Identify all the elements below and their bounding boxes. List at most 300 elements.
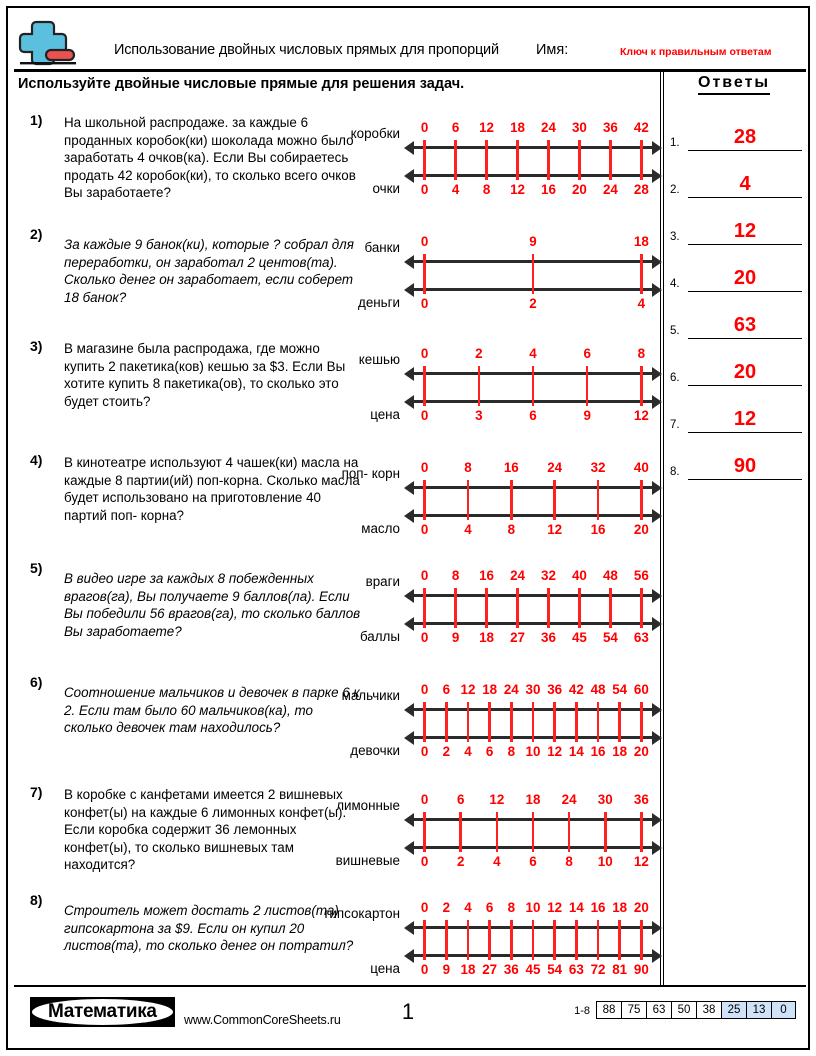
number-line-bottom-label: баллы xyxy=(359,629,400,644)
tick-label-bottom: 90 xyxy=(633,962,649,977)
question-text: За каждые 9 банок(ки), которые ? собрал для переработки, он заработал 2 центов(та). Сколько денег он заработает, если соберет 18 банок? xyxy=(64,237,354,305)
tick-mark xyxy=(445,702,448,742)
axis-bot xyxy=(410,622,656,625)
tick-label-bottom: 20 xyxy=(633,744,649,759)
number-line-field xyxy=(404,674,662,766)
tick-label-bottom: 2 xyxy=(442,744,451,759)
tick-label-top: 0 xyxy=(420,120,429,135)
answer-value: 20 xyxy=(733,267,757,289)
tick-mark xyxy=(618,702,621,742)
number-line-top-label: гипсокартон xyxy=(324,906,400,921)
arrow-left-icon xyxy=(404,169,414,183)
tick-label-bottom: 6 xyxy=(529,854,537,869)
answer-blank-line[interactable] xyxy=(688,479,802,480)
tick-mark xyxy=(640,480,643,520)
question-text: На школьной распродаже. за каждые 6 проданных коробок(ки) шоколада можно было заработать 4 очков(ка). Если Вы собираетесь продать 42 коробок(ки), то сколько всего очков Вы заработаете? xyxy=(64,115,356,200)
tick-label-bottom: 4 xyxy=(637,296,646,311)
tick-label-top: 20 xyxy=(633,900,649,915)
tick-label-bottom: 10 xyxy=(597,854,613,869)
tick-mark xyxy=(532,920,535,960)
tick-mark xyxy=(575,702,578,742)
tick-label-top: 36 xyxy=(633,792,649,807)
tick-label-top: 30 xyxy=(571,120,587,135)
tick-label-bottom: 0 xyxy=(420,854,429,869)
tick-mark xyxy=(467,480,470,520)
answers-heading: Ответы xyxy=(698,74,770,95)
tick-mark xyxy=(575,920,578,960)
tick-mark xyxy=(532,702,535,742)
answer-value: 28 xyxy=(733,126,757,148)
tick-label-bottom: 28 xyxy=(633,182,649,197)
tick-label-top: 16 xyxy=(590,900,606,915)
tick-label-top: 18 xyxy=(633,234,649,249)
number-line-top-label: мальчики xyxy=(341,688,400,703)
tick-label-top: 42 xyxy=(568,682,584,697)
brand-label: Математика xyxy=(32,999,173,1025)
answer-row xyxy=(668,245,806,292)
tick-label-bottom: 45 xyxy=(571,630,587,645)
tick-label-top: 0 xyxy=(420,682,429,697)
score-scale-cell: 75 xyxy=(621,1001,646,1019)
tick-label-bottom: 4 xyxy=(464,522,472,537)
tick-label-bottom: 0 xyxy=(420,182,429,197)
tick-label-bottom: 36 xyxy=(503,962,519,977)
score-scale-cell: 38 xyxy=(696,1001,721,1019)
arrow-right-icon xyxy=(652,169,662,183)
tick-label-top: 32 xyxy=(541,568,556,583)
tick-mark xyxy=(604,812,607,852)
tick-label-bottom: 8 xyxy=(565,854,573,869)
question-number: 2) xyxy=(30,226,43,242)
answer-index: 3. xyxy=(670,231,680,243)
tick-mark xyxy=(547,588,550,628)
tick-label-top: 12 xyxy=(479,120,494,135)
axis-top xyxy=(410,594,656,597)
tick-mark xyxy=(496,812,499,852)
tick-mark xyxy=(488,702,491,742)
question-text: В магазине была распродажа, где можно купить 2 пакетика(ков) кешью за $3. Если Вы хотите купить 8 пакетика(ов), то сколько это будет стоить? xyxy=(64,341,346,409)
tick-label-top: 30 xyxy=(597,792,613,807)
score-scale-range: 1-8 xyxy=(574,1005,590,1017)
tick-label-bottom: 81 xyxy=(612,962,628,977)
arrow-right-icon xyxy=(652,509,662,523)
tick-label-bottom: 2 xyxy=(529,296,537,311)
number-line-field xyxy=(404,892,662,984)
answer-row xyxy=(668,433,806,480)
number-line-top-label: коробки xyxy=(350,126,400,141)
tick-label-bottom: 0 xyxy=(420,408,429,423)
arrow-left-icon xyxy=(404,731,414,745)
arrow-left-icon xyxy=(404,949,414,963)
tick-label-bottom: 54 xyxy=(547,962,563,977)
arrow-left-icon xyxy=(404,283,414,297)
tick-label-top: 12 xyxy=(489,792,505,807)
arrow-right-icon xyxy=(652,395,662,409)
tick-mark xyxy=(609,140,612,180)
answer-row xyxy=(668,292,806,339)
tick-label-top: 6 xyxy=(457,792,465,807)
tick-label-top: 0 xyxy=(420,234,429,249)
arrow-right-icon xyxy=(652,949,662,963)
tick-label-top: 0 xyxy=(420,346,429,361)
arrow-right-icon xyxy=(652,283,662,297)
number-line-bottom-label: масло xyxy=(361,521,400,536)
tick-mark xyxy=(640,140,643,180)
tick-label-bottom: 4 xyxy=(464,744,472,759)
tick-label-top: 8 xyxy=(637,346,646,361)
number-line-top-label: банки xyxy=(364,240,400,255)
double-number-line xyxy=(352,112,662,204)
axis-bot xyxy=(410,514,656,517)
tick-label-bottom: 0 xyxy=(420,744,429,759)
answers-panel xyxy=(668,104,806,480)
tick-label-top: 2 xyxy=(475,346,483,361)
tick-label-bottom: 12 xyxy=(510,182,525,197)
tick-label-bottom: 0 xyxy=(420,296,429,311)
tick-mark xyxy=(454,140,457,180)
tick-label-top: 10 xyxy=(525,900,541,915)
tick-label-bottom: 9 xyxy=(583,408,591,423)
tick-label-bottom: 63 xyxy=(568,962,584,977)
number-line-field xyxy=(404,226,662,318)
score-scale-cell: 88 xyxy=(596,1001,621,1019)
answer-value: 4 xyxy=(739,173,751,195)
question-number: 1) xyxy=(30,112,43,128)
tick-label-bottom: 8 xyxy=(507,522,516,537)
tick-mark xyxy=(640,366,643,406)
double-number-line xyxy=(335,784,662,876)
tick-label-top: 16 xyxy=(503,460,519,475)
tick-label-top: 6 xyxy=(583,346,591,361)
question-number: 5) xyxy=(30,560,43,576)
answer-value: 63 xyxy=(733,314,757,336)
tick-mark xyxy=(597,702,600,742)
arrow-left-icon xyxy=(404,395,414,409)
tick-label-bottom: 54 xyxy=(602,630,618,645)
tick-label-bottom: 8 xyxy=(482,182,491,197)
tick-label-top: 18 xyxy=(482,682,498,697)
tick-label-top: 24 xyxy=(510,568,525,583)
tick-label-top: 40 xyxy=(633,460,649,475)
tick-label-bottom: 4 xyxy=(493,854,501,869)
tick-mark xyxy=(423,480,426,520)
arrow-left-icon xyxy=(404,367,414,381)
tick-label-bottom: 2 xyxy=(457,854,465,869)
answer-index: 2. xyxy=(670,184,680,196)
tick-mark xyxy=(423,920,426,960)
number-line-field xyxy=(404,560,662,652)
tick-mark xyxy=(578,588,581,628)
tick-mark xyxy=(640,812,643,852)
tick-label-top: 54 xyxy=(612,682,628,697)
tick-label-top: 6 xyxy=(485,900,494,915)
arrow-left-icon xyxy=(404,617,414,631)
number-line-field xyxy=(404,784,662,876)
page-header xyxy=(8,8,808,70)
page-number: 1 xyxy=(401,999,415,1024)
tick-label-top: 36 xyxy=(602,120,618,135)
number-line-bottom-label: очки xyxy=(372,181,400,196)
tick-label-top: 30 xyxy=(525,682,541,697)
tick-label-top: 0 xyxy=(420,900,429,915)
double-number-line xyxy=(341,674,662,766)
score-scale-cell: 50 xyxy=(671,1001,696,1019)
tick-mark xyxy=(478,366,481,406)
question-text: Строитель может достать 2 листов(та) гипсокартона за $9. Если он купил 20 листов(та), то сколько денег он потратил? xyxy=(64,903,354,953)
double-number-line xyxy=(352,226,662,318)
page-footer xyxy=(8,987,808,1050)
tick-label-top: 6 xyxy=(442,682,451,697)
tick-mark xyxy=(578,140,581,180)
tick-label-bottom: 0 xyxy=(420,522,429,537)
tick-mark xyxy=(423,812,426,852)
name-label: Имя: xyxy=(536,42,569,58)
arrow-left-icon xyxy=(404,813,414,827)
arrow-left-icon xyxy=(404,141,414,155)
tick-mark xyxy=(467,702,470,742)
answer-row xyxy=(668,151,806,198)
tick-mark xyxy=(516,140,519,180)
question-text: В кинотеатре используют 4 чашек(ки) масла на каждые 8 партии(ий) поп-корна. Сколько масла будет использовано на приготовление 40 партий поп- корна? xyxy=(64,455,360,523)
answer-index: 1. xyxy=(670,137,680,149)
arrow-right-icon xyxy=(652,921,662,935)
tick-label-bottom: 4 xyxy=(451,182,460,197)
answer-row xyxy=(668,339,806,386)
number-line-top-label: враги xyxy=(365,574,400,589)
tick-label-top: 56 xyxy=(633,568,649,583)
tick-label-bottom: 18 xyxy=(479,630,494,645)
tick-mark xyxy=(510,920,513,960)
number-line-field xyxy=(404,112,662,204)
tick-mark xyxy=(423,702,426,742)
tick-label-top: 24 xyxy=(561,792,577,807)
tick-label-top: 9 xyxy=(529,234,537,249)
question-number: 4) xyxy=(30,452,43,468)
tick-label-bottom: 27 xyxy=(482,962,498,977)
answer-index: 4. xyxy=(670,278,680,290)
number-line-field xyxy=(404,452,662,544)
arrow-right-icon xyxy=(652,703,662,717)
tick-label-top: 14 xyxy=(568,900,584,915)
tick-label-bottom: 27 xyxy=(510,630,525,645)
score-scale-cell: 13 xyxy=(746,1001,771,1019)
tick-mark xyxy=(510,480,513,520)
double-number-line xyxy=(352,338,662,430)
tick-label-top: 32 xyxy=(590,460,606,475)
tick-label-bottom: 16 xyxy=(590,522,606,537)
answer-key-badge: Ключ к правильным ответам xyxy=(620,46,772,58)
answer-value: 20 xyxy=(733,361,757,383)
tick-label-top: 12 xyxy=(547,900,563,915)
tick-label-top: 24 xyxy=(503,682,519,697)
tick-label-bottom: 16 xyxy=(541,182,556,197)
tick-mark xyxy=(640,588,643,628)
arrow-right-icon xyxy=(652,841,662,855)
score-scale-cell: 0 xyxy=(771,1001,796,1019)
question-number: 7) xyxy=(30,784,43,800)
arrow-left-icon xyxy=(404,589,414,603)
tick-label-top: 16 xyxy=(479,568,494,583)
tick-mark xyxy=(454,588,457,628)
tick-mark xyxy=(532,812,535,852)
answer-index: 7. xyxy=(670,419,680,431)
tick-label-top: 18 xyxy=(612,900,628,915)
double-number-line xyxy=(341,452,662,544)
tick-label-top: 36 xyxy=(547,682,563,697)
worksheet-title: Использование двойных числовых прямых для пропорций xyxy=(114,42,499,58)
number-line-bottom-label: вишневые xyxy=(335,853,400,868)
tick-mark xyxy=(640,702,643,742)
tick-label-bottom: 20 xyxy=(633,522,649,537)
tick-mark xyxy=(640,254,643,294)
question-number: 8) xyxy=(30,892,43,908)
tick-label-top: 60 xyxy=(633,682,649,697)
tick-mark xyxy=(423,254,426,294)
number-line-bottom-label: цена xyxy=(370,961,400,976)
tick-label-bottom: 16 xyxy=(590,744,606,759)
tick-label-bottom: 72 xyxy=(590,962,606,977)
question-text: В коробке с канфетами имеется 2 вишневых конфет(ы) на каждые 6 лимонных конфет(ы). Если коробка содержит 36 лемонных конфет(ы), то сколько вишневых там находится? xyxy=(64,787,347,872)
tick-label-bottom: 12 xyxy=(547,744,563,759)
tick-label-bottom: 12 xyxy=(633,408,649,423)
tick-label-top: 4 xyxy=(464,900,472,915)
number-line-field xyxy=(404,338,662,430)
number-line-bottom-label: девочки xyxy=(350,743,400,758)
tick-mark xyxy=(532,254,535,294)
answer-row xyxy=(668,104,806,151)
arrow-left-icon xyxy=(404,703,414,717)
question-text: Соотношение мальчиков и девочек в парке 6 к 2. Если там было 60 мальчиков(ка), то сколько девочек там находилось? xyxy=(64,685,360,735)
tick-mark xyxy=(532,366,535,406)
double-number-line xyxy=(352,560,662,652)
answer-value: 90 xyxy=(733,455,757,477)
score-scale-cell: 63 xyxy=(646,1001,671,1019)
answer-row xyxy=(668,198,806,245)
tick-label-top: 24 xyxy=(541,120,556,135)
number-line-bottom-label: цена xyxy=(370,407,400,422)
tick-label-top: 8 xyxy=(451,568,460,583)
arrow-right-icon xyxy=(652,617,662,631)
tick-label-bottom: 3 xyxy=(475,408,483,423)
arrow-right-icon xyxy=(652,481,662,495)
tick-label-bottom: 24 xyxy=(602,182,618,197)
tick-label-bottom: 12 xyxy=(633,854,649,869)
double-number-line xyxy=(324,892,662,984)
tick-label-top: 6 xyxy=(451,120,460,135)
tick-label-bottom: 6 xyxy=(529,408,537,423)
answer-index: 5. xyxy=(670,325,680,337)
tick-label-bottom: 10 xyxy=(525,744,541,759)
arrow-left-icon xyxy=(404,481,414,495)
tick-label-bottom: 36 xyxy=(541,630,556,645)
question-number: 3) xyxy=(30,338,43,354)
tick-label-bottom: 6 xyxy=(485,744,494,759)
question-number: 6) xyxy=(30,674,43,690)
tick-label-bottom: 45 xyxy=(525,962,541,977)
tick-label-bottom: 14 xyxy=(568,744,584,759)
tick-mark xyxy=(597,920,600,960)
question-text: В видео игре за каждых 8 побежденных врагов(га), Вы получаете 9 баллов(ла). Если Вы победили 56 врагов(га), то сколько баллов Вы заработаете? xyxy=(64,571,361,639)
tick-label-bottom: 8 xyxy=(507,744,516,759)
answer-value: 12 xyxy=(733,220,757,242)
arrow-left-icon xyxy=(404,509,414,523)
tick-label-bottom: 9 xyxy=(442,962,451,977)
tick-label-top: 48 xyxy=(590,682,606,697)
tick-label-bottom: 0 xyxy=(420,630,429,645)
tick-mark xyxy=(423,366,426,406)
tick-label-top: 24 xyxy=(547,460,563,475)
tick-mark xyxy=(553,480,556,520)
tick-label-top: 18 xyxy=(525,792,541,807)
arrow-right-icon xyxy=(652,589,662,603)
tick-label-top: 0 xyxy=(420,792,429,807)
tick-mark xyxy=(423,140,426,180)
tick-mark xyxy=(553,702,556,742)
tick-mark xyxy=(547,140,550,180)
tick-label-bottom: 18 xyxy=(612,744,628,759)
tick-mark xyxy=(553,920,556,960)
tick-mark xyxy=(640,920,643,960)
axis-top xyxy=(410,146,656,149)
number-line-bottom-label: деньги xyxy=(358,295,400,310)
tick-mark xyxy=(423,588,426,628)
tick-mark xyxy=(459,812,462,852)
tick-label-bottom: 63 xyxy=(633,630,649,645)
tick-label-top: 8 xyxy=(507,900,516,915)
tick-label-top: 4 xyxy=(529,346,537,361)
tick-mark xyxy=(445,920,448,960)
answer-index: 6. xyxy=(670,372,680,384)
tick-label-top: 40 xyxy=(571,568,587,583)
tick-label-top: 0 xyxy=(420,460,429,475)
tick-label-top: 42 xyxy=(633,120,649,135)
arrow-right-icon xyxy=(652,141,662,155)
arrow-right-icon xyxy=(652,255,662,269)
number-line-top-label: лимонные xyxy=(336,798,400,813)
tick-mark xyxy=(618,920,621,960)
tick-label-bottom: 9 xyxy=(451,630,460,645)
score-scale-cell: 25 xyxy=(721,1001,746,1019)
worksheet-page xyxy=(6,6,810,1050)
tick-mark xyxy=(609,588,612,628)
axis-top xyxy=(410,486,656,489)
tick-label-bottom: 12 xyxy=(547,522,563,537)
tick-mark xyxy=(568,812,571,852)
arrow-right-icon xyxy=(652,367,662,381)
tick-label-top: 8 xyxy=(464,460,472,475)
arrow-right-icon xyxy=(652,813,662,827)
header-divider xyxy=(14,69,806,72)
plus-minus-logo-icon xyxy=(16,16,78,66)
tick-label-top: 0 xyxy=(420,568,429,583)
answer-index: 8. xyxy=(670,466,680,478)
site-url: www.CommonCoreSheets.ru xyxy=(184,1013,341,1027)
tick-mark xyxy=(516,588,519,628)
axis-bot xyxy=(410,174,656,177)
tick-mark xyxy=(597,480,600,520)
tick-label-bottom: 18 xyxy=(460,962,476,977)
tick-mark xyxy=(586,366,589,406)
answer-value: 12 xyxy=(733,408,757,430)
tick-mark xyxy=(467,920,470,960)
tick-label-bottom: 20 xyxy=(571,182,587,197)
arrow-left-icon xyxy=(404,841,414,855)
arrow-right-icon xyxy=(652,731,662,745)
tick-label-bottom: 0 xyxy=(420,962,429,977)
answer-row xyxy=(668,386,806,433)
tick-label-top: 2 xyxy=(442,900,451,915)
tick-label-top: 48 xyxy=(602,568,618,583)
